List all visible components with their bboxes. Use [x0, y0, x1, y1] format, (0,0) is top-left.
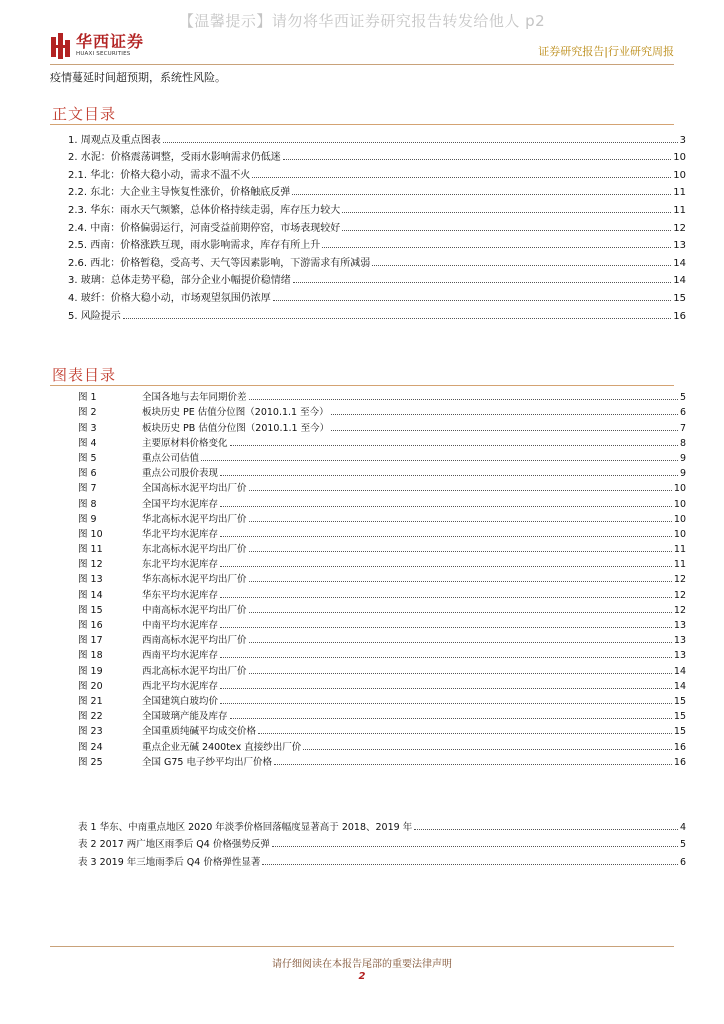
entry-title: 板块历史 PE 估值分位图（2010.1.1 至今）	[142, 407, 329, 419]
table-entry[interactable]	[78, 816, 686, 833]
dot-leader	[249, 399, 678, 400]
entry-title: 全国高标水泥平均出厂价	[142, 483, 247, 495]
figure-entry[interactable]	[78, 403, 686, 418]
toc-title: 正文目录	[52, 105, 117, 123]
entry-page: 13	[673, 635, 686, 647]
figure-number: 图 10	[78, 528, 103, 540]
entry-title: 西南高标水泥平均出厂价	[142, 635, 247, 647]
dot-leader	[322, 247, 671, 248]
dot-leader	[283, 159, 672, 160]
header-divider	[50, 64, 674, 65]
figure-entry[interactable]	[78, 434, 686, 449]
figure-entry[interactable]	[78, 479, 686, 494]
entry-page: 13	[673, 620, 686, 631]
figure-entry[interactable]	[78, 510, 686, 525]
entry-title: 重点公司股价表现	[142, 468, 219, 480]
figure-number: 图 3	[78, 422, 97, 434]
figure-number: 图 2	[78, 407, 97, 419]
figure-entry[interactable]	[78, 692, 686, 707]
dot-leader	[220, 597, 672, 598]
entry-title: 4. 玻纤：价格大稳小动，市场观望氛围仍浓厚	[68, 292, 271, 304]
entry-title: 板块历史 PB 估值分位图（2010.1.1 至今）	[142, 422, 330, 434]
dot-leader	[249, 612, 672, 613]
figure-number: 图 16	[78, 620, 103, 631]
entry-title: 2.3. 华东：雨水天气频繁，总体价格持续走弱，库存压力较大	[68, 204, 341, 216]
figure-number: 图 18	[78, 650, 103, 662]
entry-page: 8	[679, 437, 686, 449]
entry-page: 6	[679, 407, 686, 419]
dot-leader	[342, 212, 671, 213]
entry-title: 2.2. 东北：大企业主导恢复性涨价，价格触底反弹	[68, 187, 291, 199]
dot-leader	[249, 673, 672, 674]
toc-entry[interactable]	[68, 198, 686, 216]
entry-title: 华北高标水泥平均出厂价	[142, 513, 247, 525]
entry-page: 10	[673, 152, 686, 164]
entry-title: 中南平均水泥库存	[142, 620, 219, 631]
entry-title: 重点公司估值	[142, 452, 200, 464]
toc-entry[interactable]	[68, 304, 686, 322]
entry-page: 14	[673, 680, 686, 692]
figure-number: 图 7	[78, 483, 97, 495]
entry-title: 东北高标水泥平均出厂价	[142, 544, 247, 556]
figure-entry[interactable]	[78, 494, 686, 509]
dot-leader	[220, 506, 672, 507]
dot-leader	[252, 177, 671, 178]
dot-leader	[230, 445, 678, 446]
entry-page: 15	[673, 695, 686, 707]
toc-entry[interactable]	[68, 216, 686, 234]
figure-number: 图 17	[78, 635, 103, 647]
entry-title: 2.5. 西南：价格涨跌互现，雨水影响需求，库存有所上升	[68, 240, 321, 252]
figure-entry[interactable]	[78, 737, 686, 752]
dot-leader	[274, 764, 672, 765]
logo-name-en: HUAXI SECURITIES	[76, 51, 131, 58]
entry-title: 西北高标水泥平均出厂价	[142, 665, 247, 677]
figure-entry[interactable]	[78, 661, 686, 676]
entry-title: 2.4. 中南：价格偏弱运行，河南受益前期停窑，市场表现较好	[68, 222, 341, 234]
dot-leader	[220, 627, 672, 628]
entry-page: 5	[679, 392, 686, 404]
figure-number: 图 14	[78, 589, 103, 601]
figure-entry[interactable]	[78, 570, 686, 585]
figure-number: 图 11	[78, 544, 103, 556]
entry-page: 12	[673, 604, 686, 616]
dot-leader	[220, 688, 672, 689]
entry-page: 10	[673, 498, 686, 510]
entry-title: 2.6. 西北：价格暂稳，受高考、天气等因素影响，下游需求有所减弱	[68, 257, 371, 269]
figure-list	[78, 388, 686, 768]
entry-title: 全国建筑白玻均价	[142, 695, 219, 707]
dot-leader	[249, 581, 672, 582]
toc-entry[interactable]	[68, 128, 686, 146]
entry-page: 4	[679, 822, 686, 834]
entry-page: 11	[673, 544, 686, 556]
entry-page: 5	[679, 839, 686, 851]
entry-page: 14	[673, 257, 686, 269]
entry-page: 9	[679, 468, 686, 480]
entry-page: 10	[673, 528, 686, 540]
entry-page: 11	[673, 187, 686, 199]
entry-page: 12	[673, 574, 686, 586]
figure-number: 图 8	[78, 498, 97, 510]
figure-entry[interactable]	[78, 540, 686, 555]
toc-entry[interactable]	[68, 234, 686, 252]
entry-title: 全国 G75 电子纱平均出厂价格	[142, 756, 272, 768]
dot-leader	[220, 657, 672, 658]
dot-leader	[201, 460, 678, 461]
entry-title: 华东平均水泥库存	[142, 589, 219, 601]
entry-page: 7	[679, 422, 686, 434]
dot-leader	[262, 864, 678, 865]
entry-title: 2.1. 华北：价格大稳小动，需求不温不火	[68, 169, 251, 181]
logo-mark-icon	[50, 31, 72, 61]
entry-title: 2. 水泥：价格震荡调整，受雨水影响需求仍低迷	[68, 152, 281, 164]
figure-entry[interactable]	[78, 707, 686, 722]
entry-title: 3. 玻璃：总体走势平稳，部分企业小幅提价稳情绪	[68, 275, 291, 287]
dot-leader	[272, 846, 678, 847]
toc-entry[interactable]	[68, 251, 686, 269]
table-entry[interactable]	[78, 850, 686, 867]
legal-notice: 请仔细阅读在本报告尾部的重要法律声明	[272, 959, 452, 970]
entry-page: 12	[673, 222, 686, 234]
figure-number: 图 23	[78, 726, 103, 738]
report-type-label: 证券研究报告|行业研究周报	[538, 45, 674, 58]
table-list	[78, 816, 686, 868]
figure-entry[interactable]	[78, 555, 686, 570]
figure-entry[interactable]	[78, 464, 686, 479]
dot-leader	[220, 536, 672, 537]
entry-title: 全国玻璃产能及库存	[142, 711, 228, 723]
figure-number: 图 13	[78, 574, 103, 586]
figure-entry[interactable]	[78, 631, 686, 646]
figure-number: 图 15	[78, 604, 103, 616]
entry-page: 16	[673, 741, 686, 753]
entry-page: 10	[673, 513, 686, 525]
entry-title: 重点企业无碱 2400tex 直接纱出厂价	[142, 741, 302, 753]
dot-leader	[292, 194, 671, 195]
entry-title: 主要原材料价格变化	[142, 437, 228, 449]
entry-title: 全国平均水泥库存	[142, 498, 219, 510]
dot-leader	[220, 566, 672, 567]
figure-entry[interactable]	[78, 525, 686, 540]
dot-leader	[331, 430, 678, 431]
dot-leader	[163, 142, 678, 143]
figure-entry[interactable]	[78, 585, 686, 600]
toc-entry[interactable]	[68, 286, 686, 304]
logo-name-cn: 华西证券	[76, 32, 145, 52]
dot-leader	[258, 733, 672, 734]
toc-entry[interactable]	[68, 146, 686, 164]
figure-number: 图 19	[78, 665, 103, 677]
entry-page: 10	[673, 483, 686, 495]
dot-leader	[123, 318, 672, 319]
entry-page: 15	[673, 726, 686, 738]
toc-title-divider	[50, 124, 674, 125]
watermark-notice: 【温馨提示】请勿将华西证券研究报告转发给他人 p2	[178, 12, 546, 30]
figure-entry[interactable]	[78, 677, 686, 692]
figure-number: 图 25	[78, 756, 103, 768]
entry-title: 表 3 2019 年三地雨季后 Q4 价格弹性显著	[78, 856, 261, 868]
entry-page: 16	[673, 310, 686, 322]
toc-entry[interactable]	[68, 269, 686, 287]
entry-page: 10	[673, 169, 686, 181]
figure-number: 图 6	[78, 468, 97, 480]
toc-entry[interactable]	[68, 163, 686, 181]
entry-page: 13	[673, 650, 686, 662]
entry-title: 西北平均水泥库存	[142, 680, 219, 692]
figure-entry[interactable]	[78, 722, 686, 737]
dot-leader	[249, 490, 672, 491]
figure-entry[interactable]	[78, 616, 686, 631]
entry-page: 6	[679, 856, 686, 868]
entry-page: 15	[673, 292, 686, 304]
page-number: 2	[358, 971, 366, 982]
figure-list-title: 图表目录	[52, 366, 117, 384]
entry-page: 12	[673, 589, 686, 601]
figure-number: 图 4	[78, 437, 97, 449]
figure-number: 图 24	[78, 741, 103, 753]
entry-title: 全国重质纯碱平均成交价格	[142, 726, 257, 738]
figure-number: 图 12	[78, 559, 103, 571]
dot-leader	[372, 265, 671, 266]
entry-page: 9	[679, 452, 686, 464]
entry-title: 西南平均水泥库存	[142, 650, 219, 662]
figure-entry[interactable]	[78, 388, 686, 403]
entry-page: 16	[673, 756, 686, 768]
figure-number: 图 21	[78, 695, 103, 707]
dot-leader	[220, 703, 672, 704]
figure-entry[interactable]	[78, 646, 686, 661]
intro-text: 疫情蔓延时间超预期，系统性风险。	[50, 71, 226, 84]
toc-entry[interactable]	[68, 181, 686, 199]
entry-page: 14	[673, 665, 686, 677]
entry-title: 表 1 华东、中南重点地区 2020 年淡季价格回落幅度显著高于 2018、2019 年	[78, 822, 413, 834]
figure-number: 图 9	[78, 513, 97, 525]
figure-entry[interactable]	[78, 601, 686, 616]
figure-number: 图 5	[78, 452, 97, 464]
entry-page: 15	[673, 711, 686, 723]
entry-title: 1. 周观点及重点图表	[68, 134, 161, 146]
figure-number: 图 1	[78, 392, 97, 404]
figure-title-divider	[50, 385, 674, 386]
dot-leader	[342, 230, 671, 231]
figure-entry[interactable]	[78, 753, 686, 768]
table-entry[interactable]	[78, 833, 686, 850]
entry-title: 表 2 2017 两广地区雨季后 Q4 价格强势反弹	[78, 839, 270, 851]
dot-leader	[230, 718, 672, 719]
entry-page: 11	[673, 204, 686, 216]
figure-entry[interactable]	[78, 449, 686, 464]
company-logo	[50, 30, 144, 62]
dot-leader	[249, 521, 672, 522]
dot-leader	[220, 475, 678, 476]
dot-leader	[293, 282, 672, 283]
entry-title: 华北平均水泥库存	[142, 528, 219, 540]
dot-leader	[414, 829, 678, 830]
entry-title: 中南高标水泥平均出厂价	[142, 604, 247, 616]
footer-divider	[50, 946, 674, 947]
entry-page: 11	[673, 559, 686, 571]
entry-title: 东北平均水泥库存	[142, 559, 219, 571]
entry-title: 全国各地与去年同期价差	[142, 392, 247, 404]
figure-entry[interactable]	[78, 418, 686, 433]
figure-number: 图 22	[78, 711, 103, 723]
dot-leader	[249, 551, 672, 552]
entry-title: 5. 风险提示	[68, 310, 121, 322]
entry-page: 3	[679, 134, 686, 146]
entry-page: 14	[673, 275, 686, 287]
figure-number: 图 20	[78, 680, 103, 692]
dot-leader	[249, 642, 672, 643]
dot-leader	[331, 414, 678, 415]
toc-list	[68, 128, 686, 322]
dot-leader	[273, 300, 672, 301]
entry-page: 13	[673, 240, 686, 252]
dot-leader	[303, 749, 672, 750]
entry-title: 华东高标水泥平均出厂价	[142, 574, 247, 586]
